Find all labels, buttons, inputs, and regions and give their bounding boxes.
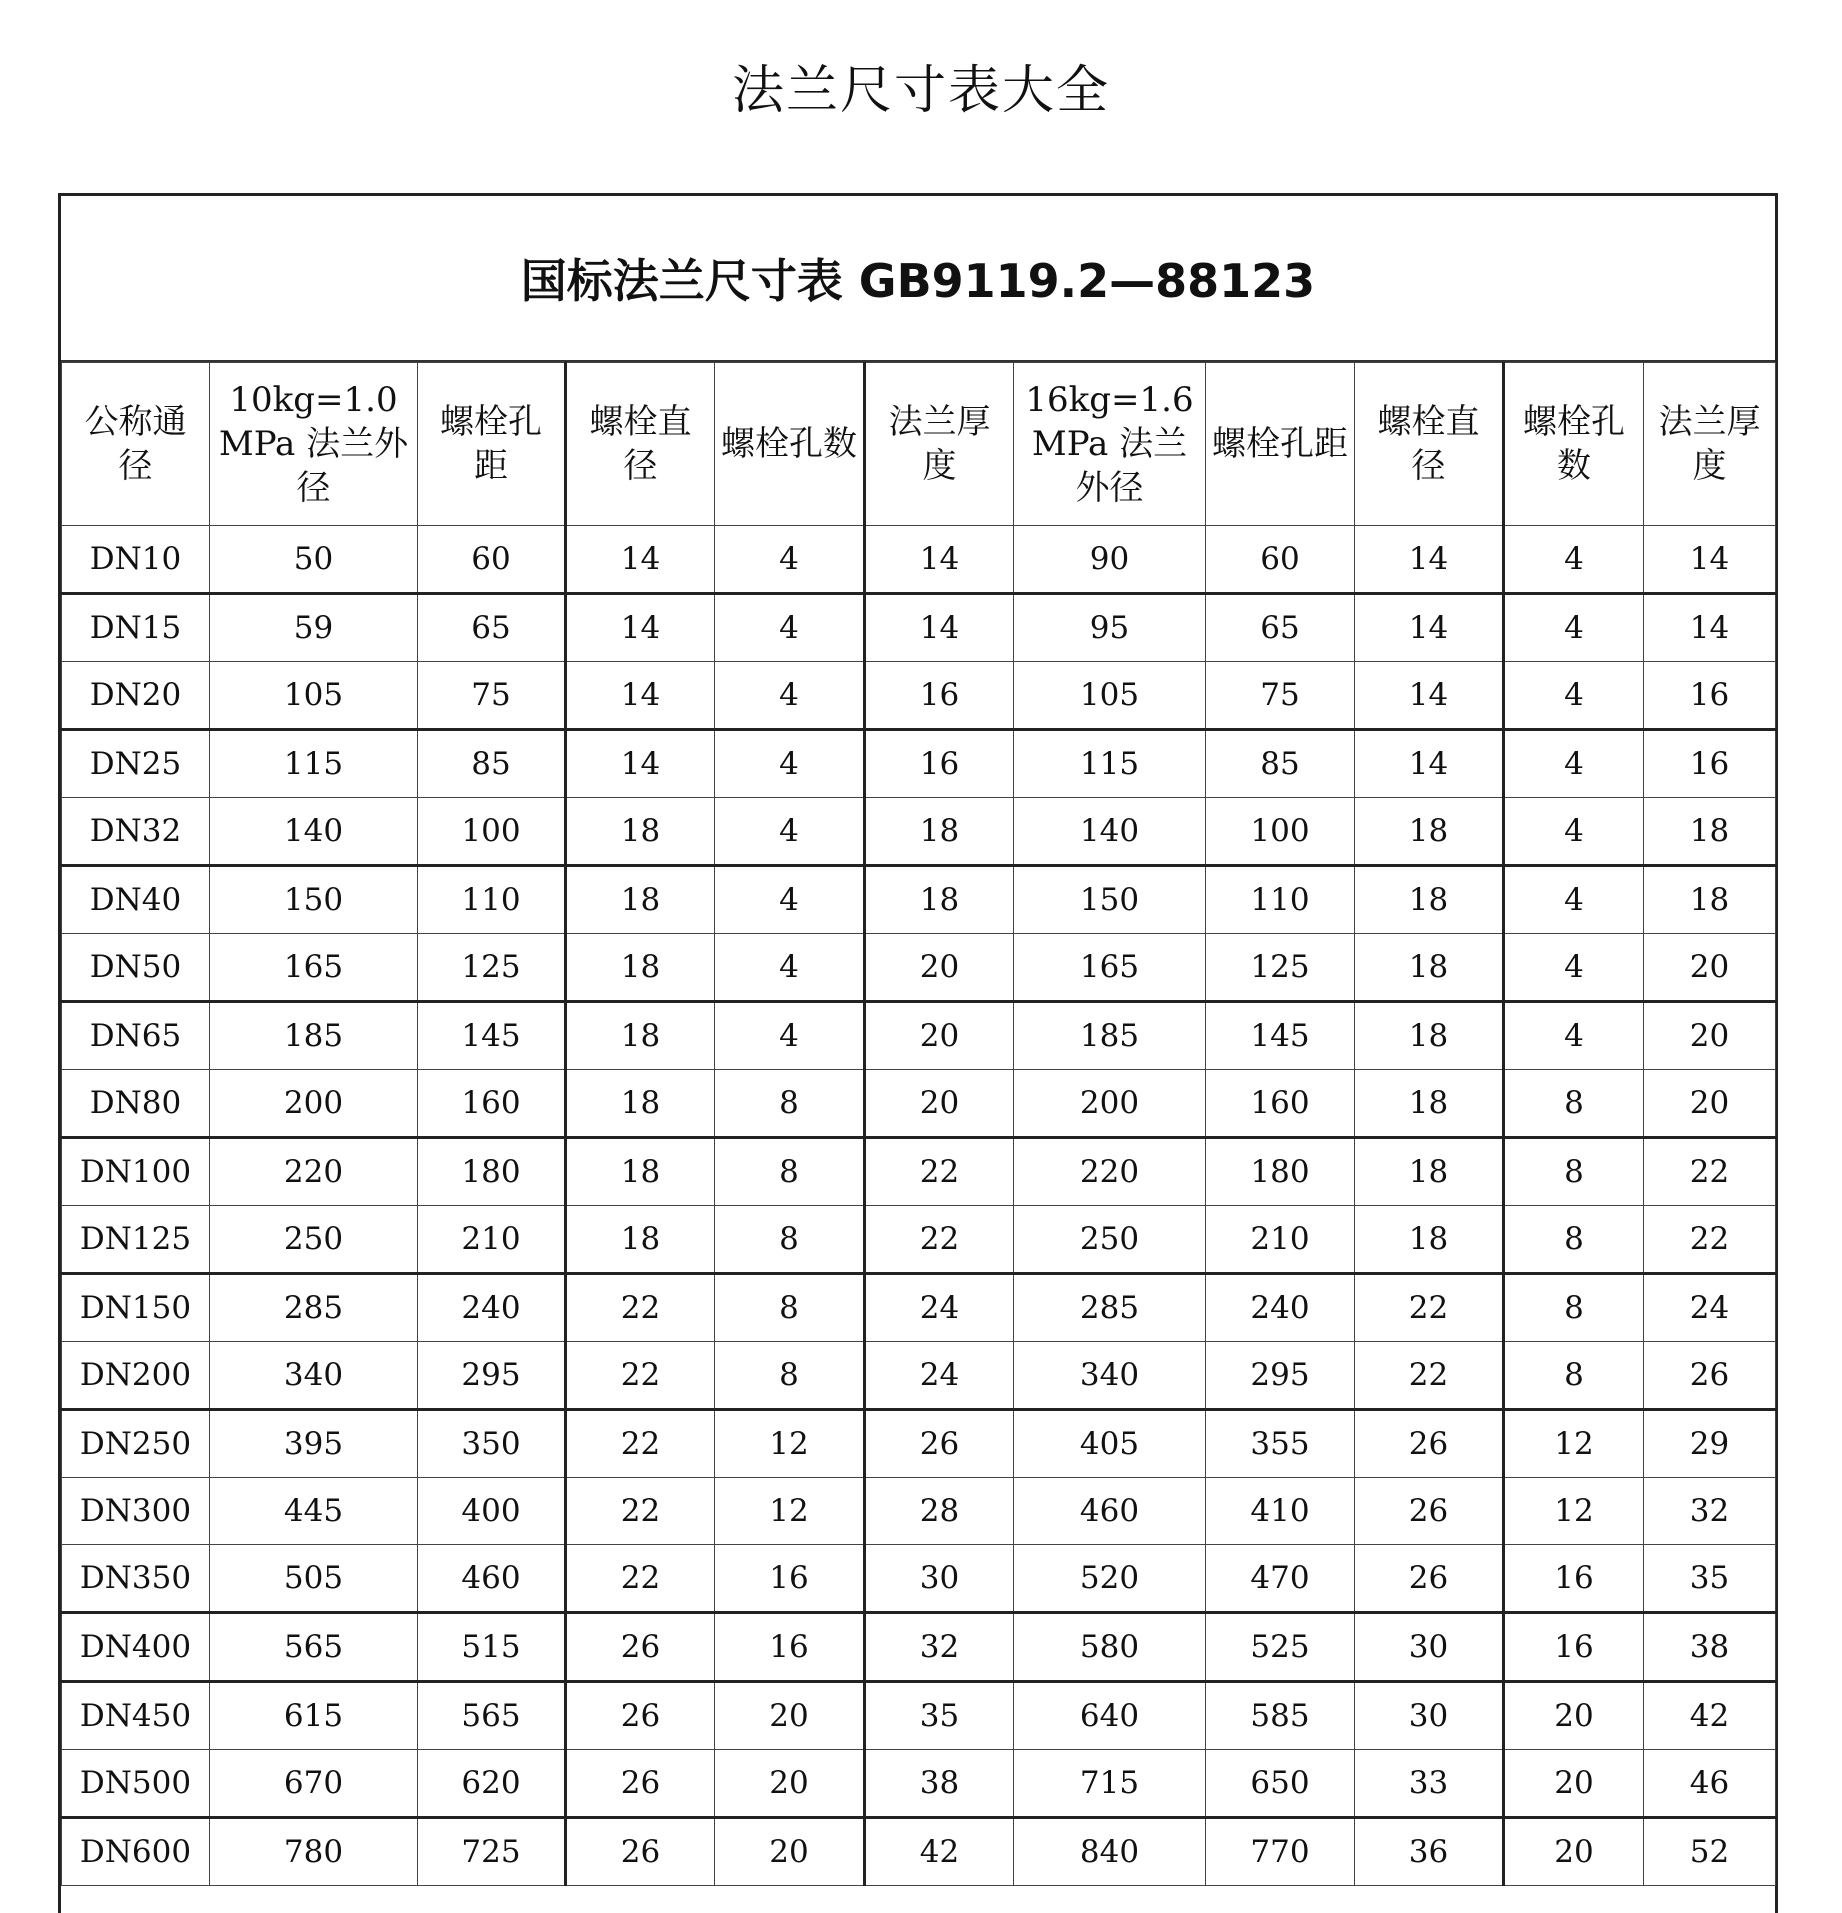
table-cell: 18 — [1355, 866, 1504, 934]
table-cell: 110 — [1206, 866, 1355, 934]
table-cell: 160 — [418, 1070, 566, 1138]
table-cell: 14 — [1355, 594, 1504, 662]
table-cell: 8 — [715, 1138, 865, 1206]
table-cell: 410 — [1206, 1478, 1355, 1545]
table-cell: 22 — [566, 1545, 715, 1613]
cell-nominal-diameter: DN400 — [62, 1613, 210, 1682]
header-pn16-outer-diameter: 16kg=1.6MPa 法兰外径 — [1014, 363, 1206, 526]
table-cell: 18 — [1355, 1206, 1504, 1274]
table-cell: 18 — [566, 1206, 715, 1274]
header-nominal-diameter: 公称通径 — [62, 363, 210, 526]
table-cell: 26 — [566, 1613, 715, 1682]
table-cell: 185 — [1014, 1002, 1206, 1070]
table-cell: 18 — [566, 1070, 715, 1138]
table-cell: 24 — [1644, 1274, 1776, 1342]
page-title: 法兰尺寸表大全 — [731, 61, 1110, 121]
table-row — [62, 798, 1776, 866]
table-cell: 26 — [1355, 1545, 1504, 1613]
flange-table-frame — [58, 193, 1778, 1913]
table-row — [62, 1138, 1776, 1206]
table-cell: 60 — [418, 526, 566, 594]
header-pn10-bolt-circle: 螺栓孔距 — [418, 363, 566, 526]
table-cell: 165 — [210, 934, 418, 1002]
cell-nominal-diameter: DN100 — [62, 1138, 210, 1206]
cell-nominal-diameter: DN10 — [62, 526, 210, 594]
table-cell: 115 — [210, 730, 418, 798]
table-cell: 105 — [210, 662, 418, 730]
table-cell: 18 — [1355, 1070, 1504, 1138]
table-cell: 24 — [865, 1342, 1014, 1410]
cell-nominal-diameter: DN50 — [62, 934, 210, 1002]
table-cell: 505 — [210, 1545, 418, 1613]
table-cell: 8 — [1504, 1206, 1644, 1274]
table-cell: 22 — [1644, 1138, 1776, 1206]
table-cell: 60 — [1206, 526, 1355, 594]
table-cell: 285 — [1014, 1274, 1206, 1342]
table-row — [62, 594, 1776, 662]
table-cell: 150 — [210, 866, 418, 934]
table-cell: 26 — [1644, 1342, 1776, 1410]
table-cell: 14 — [1355, 730, 1504, 798]
table-cell: 30 — [1355, 1613, 1504, 1682]
table-cell: 8 — [715, 1070, 865, 1138]
table-row — [62, 526, 1776, 594]
table-row — [62, 1750, 1776, 1818]
table-cell: 16 — [1504, 1545, 1644, 1613]
table-cell: 22 — [865, 1138, 1014, 1206]
table-cell: 4 — [715, 866, 865, 934]
table-cell: 14 — [865, 594, 1014, 662]
table-cell: 22 — [566, 1274, 715, 1342]
table-row — [62, 1410, 1776, 1478]
table-cell: 18 — [566, 934, 715, 1002]
table-cell: 670 — [210, 1750, 418, 1818]
table-cell: 12 — [1504, 1410, 1644, 1478]
table-cell: 35 — [865, 1682, 1014, 1750]
table-cell: 42 — [865, 1818, 1014, 1886]
table-cell: 12 — [715, 1478, 865, 1545]
table-cell: 460 — [418, 1545, 566, 1613]
table-cell: 18 — [1644, 866, 1776, 934]
table-cell: 8 — [1504, 1274, 1644, 1342]
cell-nominal-diameter: DN20 — [62, 662, 210, 730]
table-cell: 100 — [1206, 798, 1355, 866]
table-title: 国标法兰尺寸表 GB9119.2—88123 — [61, 196, 1775, 362]
table-cell: 32 — [865, 1613, 1014, 1682]
cell-nominal-diameter: DN600 — [62, 1818, 210, 1886]
table-header-row — [62, 363, 1776, 526]
table-cell: 18 — [566, 866, 715, 934]
table-cell: 350 — [418, 1410, 566, 1478]
table-cell: 16 — [1644, 662, 1776, 730]
table-cell: 16 — [715, 1613, 865, 1682]
table-row — [62, 662, 1776, 730]
table-cell: 18 — [1355, 1002, 1504, 1070]
table-cell: 185 — [210, 1002, 418, 1070]
table-cell: 115 — [1014, 730, 1206, 798]
table-cell: 32 — [1644, 1478, 1776, 1545]
cell-nominal-diameter: DN15 — [62, 594, 210, 662]
table-cell: 240 — [1206, 1274, 1355, 1342]
table-cell: 26 — [1355, 1410, 1504, 1478]
table-cell: 150 — [1014, 866, 1206, 934]
table-cell: 59 — [210, 594, 418, 662]
table-cell: 29 — [1644, 1410, 1776, 1478]
table-cell: 16 — [865, 662, 1014, 730]
table-cell: 22 — [865, 1206, 1014, 1274]
table-cell: 16 — [715, 1545, 865, 1613]
table-cell: 525 — [1206, 1613, 1355, 1682]
table-cell: 295 — [1206, 1342, 1355, 1410]
cell-nominal-diameter: DN40 — [62, 866, 210, 934]
table-row — [62, 730, 1776, 798]
table-cell: 20 — [865, 934, 1014, 1002]
table-cell: 565 — [210, 1613, 418, 1682]
table-cell: 250 — [1014, 1206, 1206, 1274]
table-cell: 585 — [1206, 1682, 1355, 1750]
table-cell: 14 — [566, 662, 715, 730]
table-cell: 20 — [1644, 1070, 1776, 1138]
table-cell: 8 — [1504, 1342, 1644, 1410]
table-cell: 220 — [1014, 1138, 1206, 1206]
table-cell: 85 — [1206, 730, 1355, 798]
table-cell: 125 — [1206, 934, 1355, 1002]
table-cell: 4 — [1504, 934, 1644, 1002]
table-cell: 26 — [566, 1818, 715, 1886]
table-cell: 210 — [1206, 1206, 1355, 1274]
table-cell: 4 — [1504, 662, 1644, 730]
table-cell: 140 — [210, 798, 418, 866]
cell-nominal-diameter: DN450 — [62, 1682, 210, 1750]
table-cell: 4 — [1504, 730, 1644, 798]
table-cell: 580 — [1014, 1613, 1206, 1682]
table-cell: 16 — [1644, 730, 1776, 798]
table-cell: 4 — [715, 934, 865, 1002]
header-pn10-outer-diameter: 10kg=1.0MPa 法兰外径 — [210, 363, 418, 526]
table-row — [62, 1206, 1776, 1274]
table-cell: 30 — [865, 1545, 1014, 1613]
table-cell: 26 — [1355, 1478, 1504, 1545]
header-pn16-bolt-count: 螺栓孔数 — [1504, 363, 1644, 526]
cell-nominal-diameter: DN125 — [62, 1206, 210, 1274]
table-cell: 20 — [1644, 934, 1776, 1002]
table-cell: 640 — [1014, 1682, 1206, 1750]
table-cell: 75 — [418, 662, 566, 730]
table-cell: 210 — [418, 1206, 566, 1274]
table-cell: 22 — [1644, 1206, 1776, 1274]
table-cell: 20 — [1644, 1002, 1776, 1070]
table-cell: 20 — [1504, 1750, 1644, 1818]
header-pn10-bolt-diameter: 螺栓直径 — [566, 363, 715, 526]
table-cell: 20 — [715, 1682, 865, 1750]
table-cell: 4 — [1504, 1002, 1644, 1070]
table-cell: 42 — [1644, 1682, 1776, 1750]
table-cell: 4 — [715, 526, 865, 594]
table-cell: 12 — [715, 1410, 865, 1478]
table-cell: 565 — [418, 1682, 566, 1750]
table-cell: 20 — [715, 1818, 865, 1886]
table-cell: 165 — [1014, 934, 1206, 1002]
table-cell: 22 — [1355, 1342, 1504, 1410]
table-cell: 24 — [865, 1274, 1014, 1342]
cell-nominal-diameter: DN25 — [62, 730, 210, 798]
table-cell: 615 — [210, 1682, 418, 1750]
table-cell: 8 — [1504, 1138, 1644, 1206]
table-cell: 770 — [1206, 1818, 1355, 1886]
table-row — [62, 1342, 1776, 1410]
table-cell: 620 — [418, 1750, 566, 1818]
table-row — [62, 1545, 1776, 1613]
table-cell: 20 — [865, 1070, 1014, 1138]
table-cell: 125 — [418, 934, 566, 1002]
table-row — [62, 1070, 1776, 1138]
table-cell: 160 — [1206, 1070, 1355, 1138]
table-cell: 14 — [1644, 594, 1776, 662]
table-row — [62, 1818, 1776, 1886]
table-row — [62, 1002, 1776, 1070]
cell-nominal-diameter: DN500 — [62, 1750, 210, 1818]
table-cell: 14 — [566, 730, 715, 798]
table-cell: 26 — [566, 1750, 715, 1818]
table-cell: 22 — [1355, 1274, 1504, 1342]
table-cell: 12 — [1504, 1478, 1644, 1545]
table-cell: 250 — [210, 1206, 418, 1274]
table-cell: 14 — [1355, 526, 1504, 594]
table-cell: 14 — [1355, 662, 1504, 730]
table-cell: 515 — [418, 1613, 566, 1682]
table-cell: 400 — [418, 1478, 566, 1545]
header-pn16-bolt-circle: 螺栓孔距 — [1206, 363, 1355, 526]
table-cell: 36 — [1355, 1818, 1504, 1886]
table-cell: 85 — [418, 730, 566, 798]
header-pn16-bolt-diameter: 螺栓直径 — [1355, 363, 1504, 526]
table-cell: 18 — [566, 1002, 715, 1070]
table-cell: 38 — [1644, 1613, 1776, 1682]
header-pn10-thickness: 法兰厚度 — [865, 363, 1014, 526]
table-cell: 95 — [1014, 594, 1206, 662]
table-cell: 8 — [715, 1274, 865, 1342]
cell-nominal-diameter: DN250 — [62, 1410, 210, 1478]
table-cell: 22 — [566, 1410, 715, 1478]
table-cell: 180 — [418, 1138, 566, 1206]
table-cell: 110 — [418, 866, 566, 934]
table-cell: 18 — [566, 798, 715, 866]
table-cell: 4 — [1504, 798, 1644, 866]
table-cell: 715 — [1014, 1750, 1206, 1818]
table-cell: 4 — [715, 1002, 865, 1070]
cell-nominal-diameter: DN300 — [62, 1478, 210, 1545]
table-row — [62, 866, 1776, 934]
table-cell: 4 — [715, 594, 865, 662]
table-cell: 35 — [1644, 1545, 1776, 1613]
table-cell: 14 — [566, 526, 715, 594]
table-cell: 285 — [210, 1274, 418, 1342]
table-cell: 18 — [566, 1138, 715, 1206]
table-cell: 460 — [1014, 1478, 1206, 1545]
table-cell: 50 — [210, 526, 418, 594]
table-cell: 33 — [1355, 1750, 1504, 1818]
table-cell: 65 — [418, 594, 566, 662]
table-cell: 65 — [1206, 594, 1355, 662]
table-cell: 18 — [865, 798, 1014, 866]
table-cell: 30 — [1355, 1682, 1504, 1750]
header-pn10-bolt-count: 螺栓孔数 — [715, 363, 865, 526]
table-cell: 18 — [1644, 798, 1776, 866]
table-cell: 8 — [715, 1206, 865, 1274]
flange-dimension-table — [61, 362, 1776, 1886]
table-cell: 145 — [1206, 1002, 1355, 1070]
table-cell: 26 — [566, 1682, 715, 1750]
table-row — [62, 1682, 1776, 1750]
table-cell: 8 — [1504, 1070, 1644, 1138]
table-cell: 28 — [865, 1478, 1014, 1545]
cell-nominal-diameter: DN80 — [62, 1070, 210, 1138]
table-cell: 4 — [715, 662, 865, 730]
cell-nominal-diameter: DN350 — [62, 1545, 210, 1613]
table-cell: 18 — [865, 866, 1014, 934]
table-cell: 650 — [1206, 1750, 1355, 1818]
table-body — [62, 526, 1776, 1886]
table-cell: 4 — [1504, 866, 1644, 934]
table-cell: 26 — [865, 1410, 1014, 1478]
table-cell: 355 — [1206, 1410, 1355, 1478]
table-cell: 52 — [1644, 1818, 1776, 1886]
table-row — [62, 934, 1776, 1002]
table-cell: 18 — [1355, 934, 1504, 1002]
table-cell: 180 — [1206, 1138, 1355, 1206]
table-cell: 18 — [1355, 798, 1504, 866]
table-cell: 145 — [418, 1002, 566, 1070]
table-cell: 4 — [1504, 526, 1644, 594]
table-cell: 295 — [418, 1342, 566, 1410]
table-cell: 38 — [865, 1750, 1014, 1818]
table-cell: 16 — [1504, 1613, 1644, 1682]
header-pn16-thickness: 法兰厚度 — [1644, 363, 1776, 526]
table-cell: 200 — [210, 1070, 418, 1138]
table-cell: 20 — [1504, 1818, 1644, 1886]
table-cell: 240 — [418, 1274, 566, 1342]
table-cell: 14 — [566, 594, 715, 662]
table-cell: 140 — [1014, 798, 1206, 866]
table-cell: 90 — [1014, 526, 1206, 594]
table-cell: 22 — [566, 1342, 715, 1410]
table-row — [62, 1274, 1776, 1342]
table-cell: 75 — [1206, 662, 1355, 730]
table-cell: 14 — [865, 526, 1014, 594]
table-cell: 14 — [1644, 526, 1776, 594]
cell-nominal-diameter: DN150 — [62, 1274, 210, 1342]
table-cell: 20 — [715, 1750, 865, 1818]
table-cell: 4 — [715, 730, 865, 798]
table-cell: 18 — [1355, 1138, 1504, 1206]
table-cell: 4 — [715, 798, 865, 866]
table-row — [62, 1613, 1776, 1682]
table-row — [62, 1478, 1776, 1545]
table-cell: 520 — [1014, 1545, 1206, 1613]
table-cell: 340 — [210, 1342, 418, 1410]
table-cell: 840 — [1014, 1818, 1206, 1886]
table-cell: 100 — [418, 798, 566, 866]
table-cell: 220 — [210, 1138, 418, 1206]
table-cell: 16 — [865, 730, 1014, 798]
cell-nominal-diameter: DN200 — [62, 1342, 210, 1410]
table-cell: 780 — [210, 1818, 418, 1886]
table-cell: 8 — [715, 1342, 865, 1410]
table-cell: 405 — [1014, 1410, 1206, 1478]
table-cell: 20 — [865, 1002, 1014, 1070]
table-cell: 340 — [1014, 1342, 1206, 1410]
cell-nominal-diameter: DN32 — [62, 798, 210, 866]
table-cell: 200 — [1014, 1070, 1206, 1138]
table-cell: 46 — [1644, 1750, 1776, 1818]
table-cell: 4 — [1504, 594, 1644, 662]
table-cell: 395 — [210, 1410, 418, 1478]
table-cell: 470 — [1206, 1545, 1355, 1613]
cell-nominal-diameter: DN65 — [62, 1002, 210, 1070]
table-cell: 105 — [1014, 662, 1206, 730]
table-cell: 445 — [210, 1478, 418, 1545]
table-cell: 20 — [1504, 1682, 1644, 1750]
table-cell: 725 — [418, 1818, 566, 1886]
table-cell: 22 — [566, 1478, 715, 1545]
